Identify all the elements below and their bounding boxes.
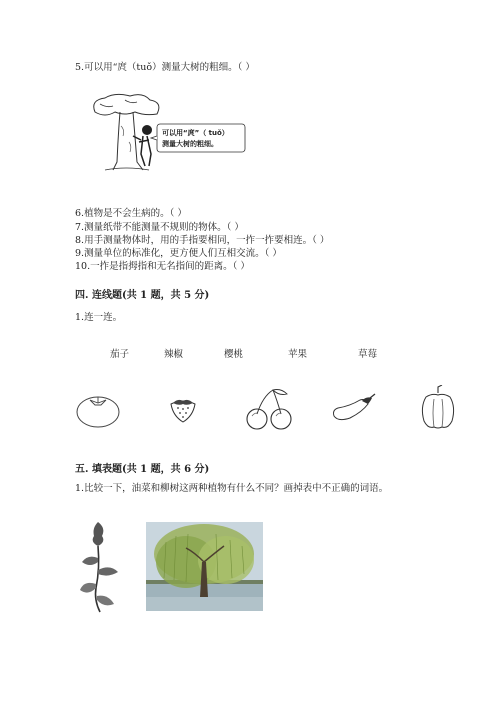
- cherries-picture: [243, 386, 295, 430]
- section-4-title: 四. 连线题(共 1 题，共 5 分): [75, 290, 210, 301]
- question-6: 6.植物是不会生病的。（ ）: [75, 208, 187, 219]
- bell-pepper-picture: [416, 385, 460, 431]
- strawberry-picture: [167, 394, 199, 424]
- section-4-question: 1.连一连。: [75, 312, 123, 323]
- question-10: 10.一拃是指拇指和无名指间的距离。（ ）: [75, 261, 250, 272]
- eggplant-picture: [330, 392, 378, 424]
- label-eggplant: 茄子: [110, 349, 130, 360]
- question-8: 8.用手测量物体时，用的手指要相同，一拃一拃要相连。（ ）: [75, 235, 330, 246]
- tomato-picture: [74, 390, 122, 430]
- question-7: 7.测量纸带不能测量不规则的物体。（ ）: [75, 222, 244, 233]
- section-5-question: 1.比较一下，油菜和柳树这两种植物有什么不同？画掉表中不正确的词语。: [75, 483, 389, 494]
- question-5: 5.可以用“庹（tuǒ）测量大树的粗细。（ ）: [75, 62, 255, 73]
- bubble-text-line1: 可以用“庹”（ tuǒ）: [162, 129, 229, 137]
- bubble-text-line2: 测量大树的粗细。: [162, 140, 218, 148]
- question-9: 9.测量单位的标准化，更方便人们互相交流。（ ）: [75, 248, 282, 259]
- tree-measuring-illustration: [85, 92, 250, 174]
- label-cherry: 樱桃: [224, 349, 244, 360]
- rapeseed-plant-picture: [78, 518, 122, 614]
- label-apple: 苹果: [288, 349, 308, 360]
- label-chili: 辣椒: [164, 349, 184, 360]
- label-strawberry: 草莓: [358, 349, 378, 360]
- section-5-title: 五. 填表题(共 1 题，共 6 分): [75, 464, 210, 475]
- willow-tree-photo: [146, 522, 263, 611]
